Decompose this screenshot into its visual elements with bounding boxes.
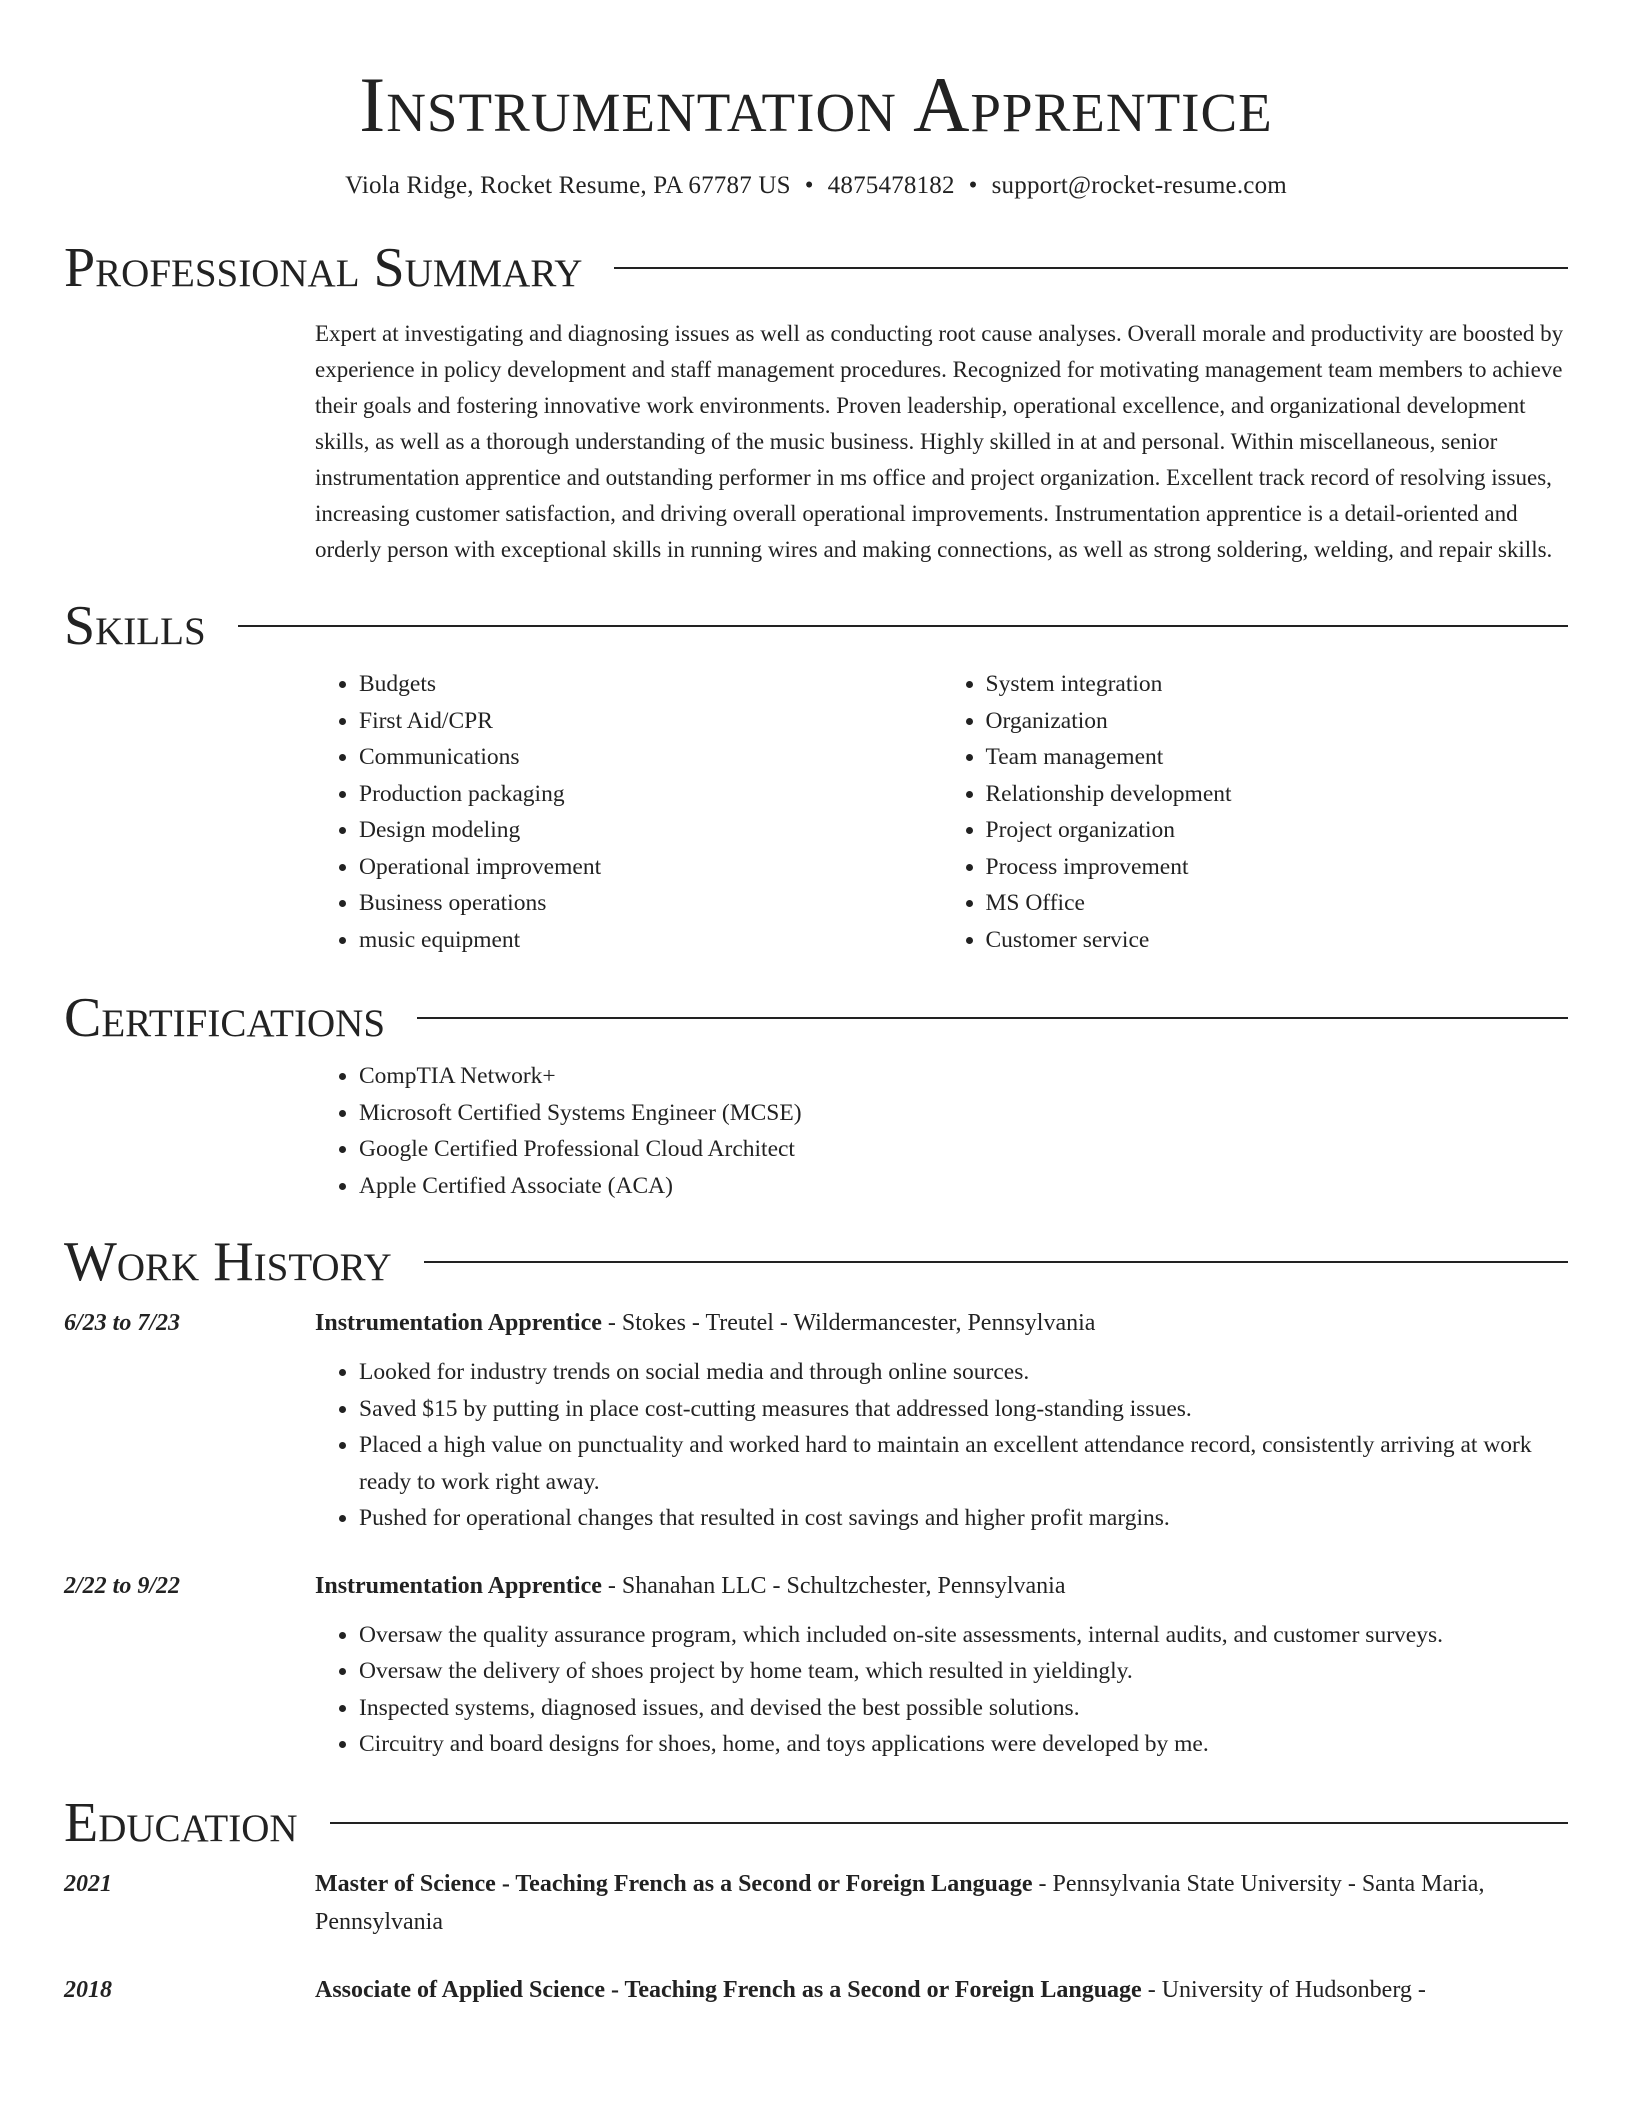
- job-bullets: [315, 1354, 1568, 1537]
- summary-section-title: Professional Summary: [64, 237, 583, 299]
- job-title-line: [315, 1567, 1568, 1605]
- education-body: [315, 1971, 1568, 2009]
- certification-item: • CompTIA Network+: [359, 1058, 1568, 1095]
- skill-item: • Team management: [986, 739, 1569, 776]
- job-title: Instrumentation Apprentice: [315, 1310, 602, 1336]
- job-body: [315, 1567, 1568, 1763]
- skill-item: • MS Office: [986, 885, 1569, 922]
- job-bullet: • Inspected systems, diagnosed issues, and devised the best possible solutions.: [359, 1690, 1568, 1727]
- skills-list-right: [942, 666, 1569, 958]
- job-bullets: [315, 1617, 1568, 1763]
- certifications-block: [315, 1058, 1568, 1204]
- job-bullet: • Placed a high value on punctuality and worked hard to maintain an excellent attendance record, consistently arriving at work ready to work right away.: [359, 1427, 1568, 1500]
- education-section-title: Education: [64, 1791, 298, 1854]
- skills-section-title: Skills: [64, 595, 206, 657]
- resume-page: [64, 0, 1568, 2009]
- contact-line: [64, 172, 1568, 200]
- skill-item: • Operational improvement: [359, 849, 942, 886]
- resume-name: Instrumentation Apprentice: [359, 61, 1273, 148]
- job-entry: [64, 1304, 1568, 1537]
- certification-item: • Microsoft Certified Systems Engineer (MCSE): [359, 1095, 1568, 1132]
- job-employer: - Stokes - Treutel - Wildermancester, Pennsylvania: [601, 1310, 1096, 1336]
- education-body: [315, 1865, 1568, 1941]
- job-title-line: [315, 1304, 1568, 1342]
- skill-item: • Design modeling: [359, 812, 942, 849]
- job-bullet: • Oversaw the quality assurance program, which included on-site assessments, internal audits, and customer surveys.: [359, 1617, 1568, 1654]
- education-section-header: [64, 1791, 1568, 1854]
- education-year: 2021: [64, 1870, 112, 1897]
- education-entry: [64, 1971, 1568, 2009]
- education-school: - University of Hudsonberg -: [1141, 1976, 1426, 2003]
- section-divider: [417, 1017, 1568, 1019]
- job-bullet: • Looked for industry trends on social media and through online sources.: [359, 1354, 1568, 1391]
- summary-text: Expert at investigating and diagnosing issues as well as conducting root cause analyses. Overall morale and productivity are boosted by experience in policy development and staff management procedures. Recognized for motivating management team members to achieve their goals and fostering innovative work environments. Proven leadership, operational excellence, and organizational development skills, as well as a thorough understanding of the music business. Highly skilled in at and personal. Within miscellaneous, senior instrumentation apprentice and outstanding performer in ms office and project organization. Excellent track record of resolving issues, increasing customer satisfaction, and driving overall operational improvements. Instrumentation apprentice is a detail-oriented and orderly person with exceptional skills in running wires and making connections, as well as strong soldering, welding, and repair skills.: [315, 321, 1564, 562]
- certification-item: • Google Certified Professional Cloud Architect: [359, 1131, 1568, 1168]
- section-divider: [238, 625, 1568, 627]
- skill-item: • Production packaging: [359, 776, 942, 813]
- skill-item: • Relationship development: [986, 776, 1569, 813]
- job-entry: [64, 1567, 1568, 1763]
- certifications-list: [315, 1058, 1568, 1204]
- section-divider: [330, 1822, 1568, 1824]
- work-section-title: Work History: [64, 1231, 392, 1293]
- job-title: Instrumentation Apprentice: [315, 1572, 602, 1599]
- summary-section-header: [64, 237, 1568, 299]
- education-entry: [64, 1865, 1568, 1941]
- skill-item: • Customer service: [986, 922, 1569, 959]
- contact-address: Viola Ridge, Rocket Resume, PA 67787 US: [345, 172, 791, 199]
- skill-item: • Business operations: [359, 885, 942, 922]
- contact-separator: •: [968, 172, 978, 199]
- job-bullet: • Pushed for operational changes that resulted in cost savings and higher profit margins.: [359, 1500, 1568, 1537]
- section-divider: [614, 267, 1568, 269]
- skills-section-header: [64, 595, 1568, 657]
- skill-item: • First Aid/CPR: [359, 703, 942, 740]
- education-degree: Associate of Applied Science - Teaching French as a Second or Foreign Language: [315, 1976, 1142, 2003]
- job-dates: 6/23 to 7/23: [64, 1310, 181, 1336]
- skill-item: • Budgets: [359, 666, 942, 703]
- education-year: 2018: [64, 1976, 112, 2003]
- contact-phone: 4875478182: [827, 172, 955, 199]
- contact-email: support@rocket-resume.com: [991, 172, 1287, 199]
- education-degree: Master of Science - Teaching French as a Second or Foreign Language: [315, 1870, 1033, 1897]
- skill-item: • Organization: [986, 703, 1569, 740]
- job-bullet: • Circuitry and board designs for shoes, home, and toys applications were developed by me.: [359, 1726, 1568, 1763]
- certifications-section-title: Certifications: [64, 987, 386, 1049]
- skill-item: • Project organization: [986, 812, 1569, 849]
- job-dates: 2/22 to 9/22: [64, 1572, 181, 1599]
- certifications-section-header: [64, 987, 1568, 1049]
- contact-separator: •: [804, 172, 814, 199]
- skills-list-left: [315, 666, 942, 958]
- job-employer: - Shanahan LLC - Schultzchester, Pennsylvania: [601, 1572, 1066, 1599]
- job-bullet: • Oversaw the delivery of shoes project by home team, which resulted in yieldingly.: [359, 1653, 1568, 1690]
- skill-item: • Process improvement: [986, 849, 1569, 886]
- skill-item: • System integration: [986, 666, 1569, 703]
- job-body: [315, 1304, 1568, 1537]
- section-divider: [424, 1261, 1568, 1263]
- work-section-header: [64, 1231, 1568, 1293]
- skill-item: • music equipment: [359, 922, 942, 959]
- certification-item: • Apple Certified Associate (ACA): [359, 1168, 1568, 1205]
- education-school: - Pennsylvania State University - Santa Maria, Pennsylvania: [315, 1870, 1485, 1935]
- skill-item: • Communications: [359, 739, 942, 776]
- job-bullet: • Saved $15 by putting in place cost-cutting measures that addressed long-standing issues.: [359, 1391, 1568, 1428]
- skills-grid: [315, 666, 1568, 958]
